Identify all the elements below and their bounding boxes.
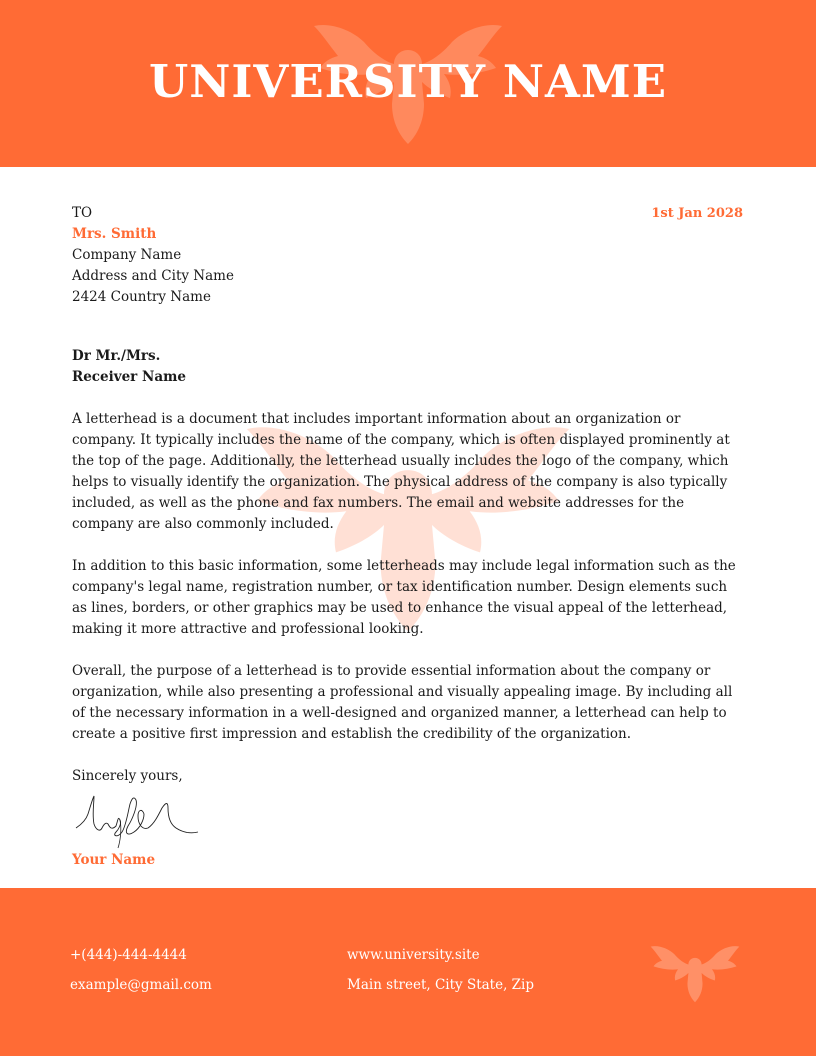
footer-address: Main street, City State, Zip xyxy=(347,977,535,993)
recipient-country: 2424 Country Name xyxy=(72,289,211,305)
salutation-line-1: Dr Mr./Mrs. xyxy=(72,348,161,364)
salutation xyxy=(72,346,186,388)
closing-text: Sincerely yours, xyxy=(72,768,183,784)
body-paragraph: In addition to this basic information, some letterheads may include legal information such as the company's legal name, registration number, or tax identification number. Design elements such as lines, borders, or other graphics may be used to enhance the visual appeal of the letterhead, making it more attractive and professional looking. xyxy=(72,558,736,637)
letter-body xyxy=(72,409,744,766)
footer-website: www.university.site xyxy=(347,947,480,963)
university-title: UNIVERSITY NAME xyxy=(148,55,668,108)
signer-name: Your Name xyxy=(72,852,156,868)
recipient-name: Mrs. Smith xyxy=(72,226,157,242)
letterhead-header xyxy=(0,0,816,167)
recipient-company: Company Name xyxy=(72,247,182,263)
recipient-address: Address and City Name xyxy=(72,268,234,284)
eagle-icon xyxy=(645,940,745,1006)
salutation-line-2: Receiver Name xyxy=(72,369,186,385)
body-paragraph: A letterhead is a document that includes important information about an organization or company. It typically includes the name of the company, which is often displayed prominently at the top of the page. Additionally, the letterhead usually includes the logo of the company, which helps to visually identify the organization. The physical address of the company is also typically included, as well as the phone and fax numbers. The email and website addresses for the company are also commonly included. xyxy=(72,411,730,532)
footer-phone: +(444)-444-4444 xyxy=(70,947,187,963)
to-label: TO xyxy=(72,205,93,221)
letter-date: 1st Jan 2028 xyxy=(651,206,743,221)
handwritten-signature xyxy=(72,790,202,850)
recipient-block xyxy=(72,203,743,308)
letterhead-footer xyxy=(0,888,816,1056)
body-paragraph: Overall, the purpose of a letterhead is to provide essential information about the company or organization, while also presenting a professional and visually appealing image. By including all of the necessary information in a well-designed and organized manner, a letterhead can help to create a positive first impression and establish the credibility of the organization. xyxy=(72,663,733,742)
footer-email: example@gmail.com xyxy=(70,977,212,993)
